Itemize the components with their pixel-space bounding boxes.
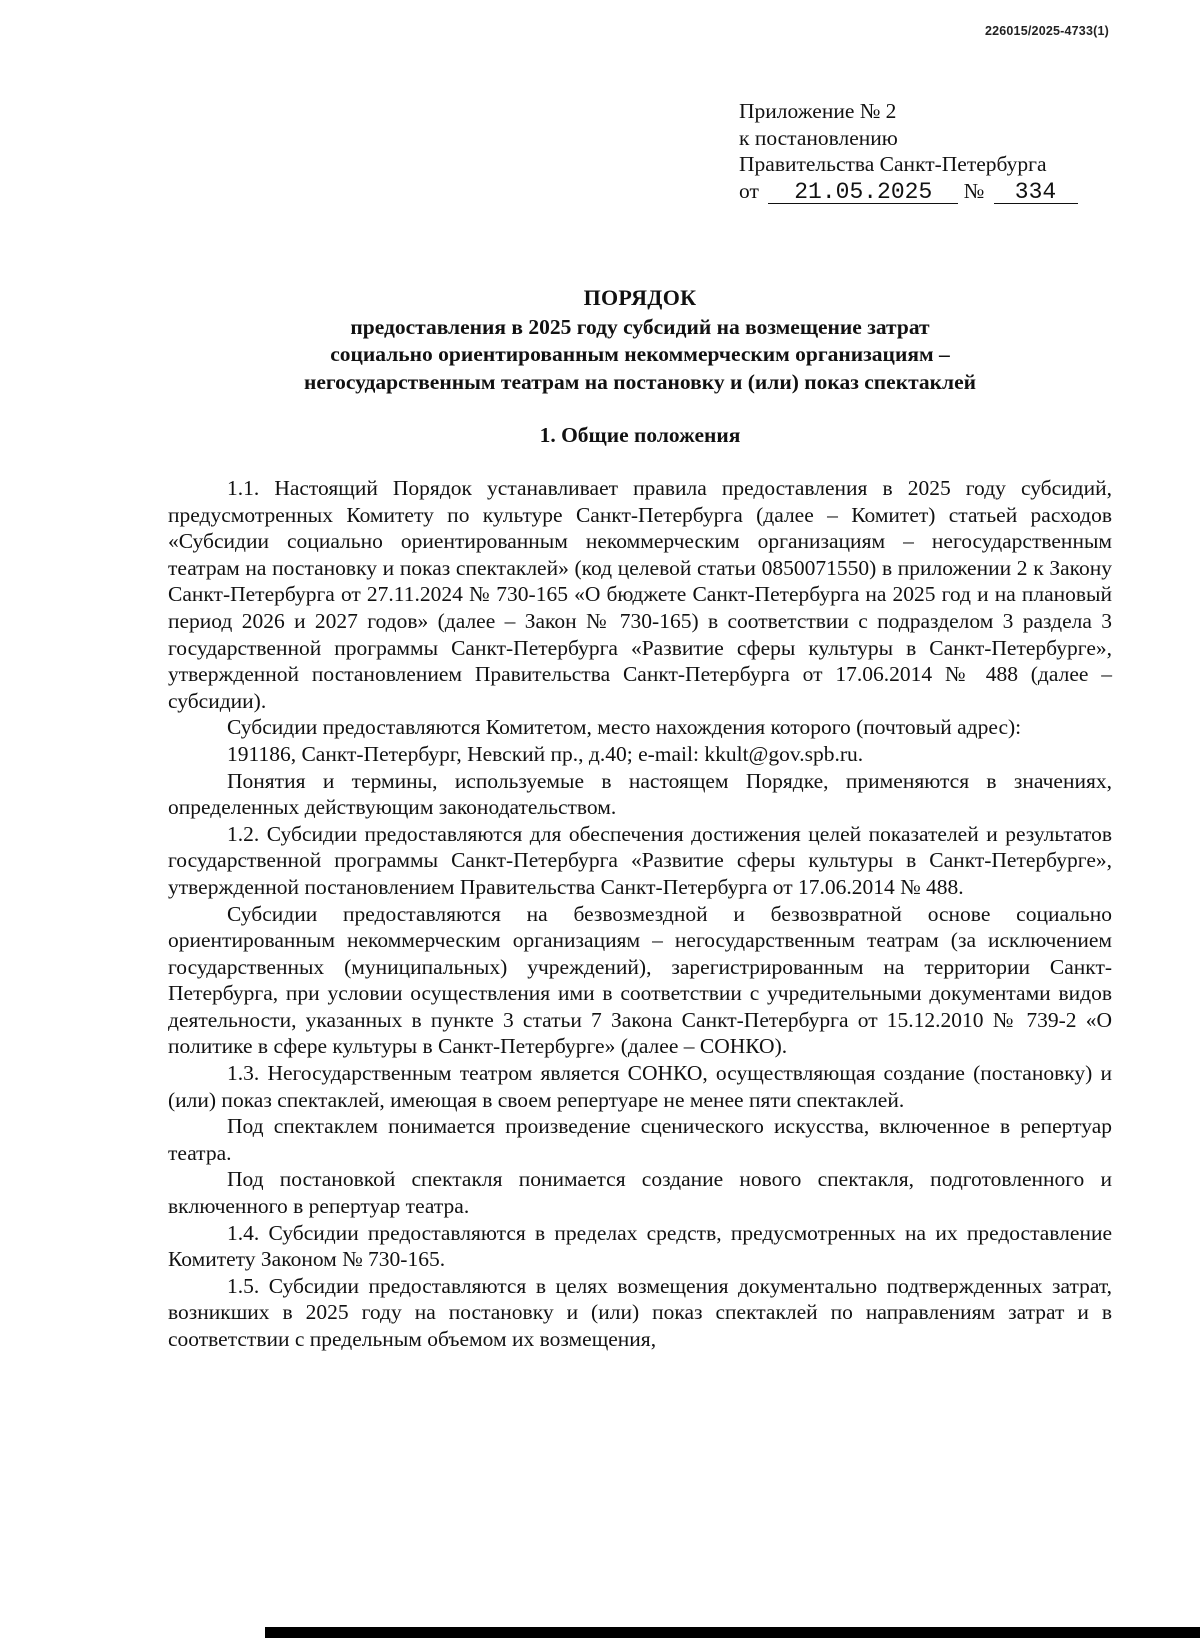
document-body xyxy=(168,475,1112,1353)
paragraph-terms: Понятия и термины, используемые в настоящем Порядке, применяются в значениях, определенных действующим законодательством. xyxy=(168,768,1112,820)
title-line-1: предоставления в 2025 году субсидий на возмещение затрат xyxy=(350,314,930,339)
title-line-2: социально ориентированным некоммерческим организациям – xyxy=(330,342,950,366)
section-heading: 1. Общие положения xyxy=(539,423,741,447)
paragraph-1-2: 1.2. Субсидии предоставляются для обеспечения достижения целей показателей и результатов государственной программы Санкт-Петербурга «Развитие сферы культуры в Санкт-Петербурге», утвержденной постановлением Правительства Санкт-Петербурга от 17.06.2014 № 488. xyxy=(168,821,1112,899)
appendix-to-resolution: к постановлению xyxy=(739,125,898,150)
paragraph-spectacle-definition: Под спектаклем понимается произведение сценического искусства, включенное в репертуар театра. xyxy=(168,1114,1112,1165)
paragraph-sonko: Субсидии предоставляются на безвозмездной и безвозвратной основе социально ориентированным некоммерческим организациям – негосударственным театрам (за исключением государственных (муниципальных) учреждений), зарегистрированным на территории Санкт-Петербурга, при условии осуществления ими в соответствии с учредительными документами видов деятельности, указанных в пункте 3 статьи 7 Закона Санкт-Петербурга от 15.12.2010 № 739-2 «О политике в сфере культуры в Санкт-Петербурге» (далее – СОНКО). xyxy=(168,901,1112,1059)
appendix-date-line xyxy=(739,178,1078,205)
scan-edge-bar xyxy=(265,1627,1200,1638)
paragraph-committee-address: Субсидии предоставляются Комитетом, место нахождения которого (почтовый адрес): xyxy=(227,715,1022,740)
resolution-number: 334 xyxy=(994,181,1078,204)
appendix-block xyxy=(739,98,1078,204)
paragraph-1-4: 1.4. Субсидии предоставляются в пределах средств, предусмотренных на их предоставление Комитету Законом № 730-165. xyxy=(168,1220,1112,1272)
paragraph-1-5: 1.5. Субсидии предоставляются в целях возмещения документально подтвержденных затрат, возникших в 2025 году на постановку и (или) показ спектаклей по направлениям затрат и в соответствии с предельным объемом их возмещения, xyxy=(168,1273,1112,1351)
title-line-3: негосударственным театрам на постановку и (или) показ спектаклей xyxy=(303,369,977,394)
paragraph-1-1: 1.1. Настоящий Порядок устанавливает правила предоставления в 2025 году субсидий, предусмотренных Комитету по культуре Санкт-Петербурга (далее – Комитет) статьей расходов «Субсидии социально ориентированным некоммерческим организациям – негосударственным театрам на постановку и показ спектаклей» (код целевой статьи 0850071550) в приложении 2 к Закону Санкт-Петербурга от 27.11.2024 № 730-165 «О бюджете Санкт-Петербурга на 2025 год и на плановый период 2026 и 2027 годов» (далее – Закон № 730-165) в соответствии с подразделом 3 раздела 3 государственной программы Санкт-Петербурга «Развитие сферы культуры в Санкт-Петербурге», утвержденной постановлением Правительства Санкт-Петербурга от 17.06.2014 № 488 (далее – субсидии). xyxy=(168,476,1112,713)
paragraph-postal-address: 191186, Санкт-Петербург, Невский пр., д.40; e-mail: kkult@gov.spb.ru. xyxy=(227,741,864,766)
paragraph-1-3: 1.3. Негосударственным театром является СОНКО, осуществляющая создание (постановку) и (или) показ спектаклей, имеющая в своем репертуаре не менее пяти спектаклей. xyxy=(168,1061,1112,1112)
appendix-number: Приложение № 2 xyxy=(739,99,897,123)
from-label: от xyxy=(739,178,759,203)
appendix-government: Правительства Санкт-Петербурга xyxy=(739,152,1047,176)
document-title xyxy=(160,284,1120,396)
paragraph-staging-definition: Под постановкой спектакля понимается создание нового спектакля, подготовленного и включенного в репертуар театра. xyxy=(168,1167,1112,1219)
title-main: ПОРЯДОК xyxy=(583,285,697,310)
document-registration-number: 226015/2025-4733(1) xyxy=(984,24,1109,38)
number-label: № xyxy=(963,178,985,203)
resolution-date: 21.05.2025 xyxy=(768,181,958,204)
